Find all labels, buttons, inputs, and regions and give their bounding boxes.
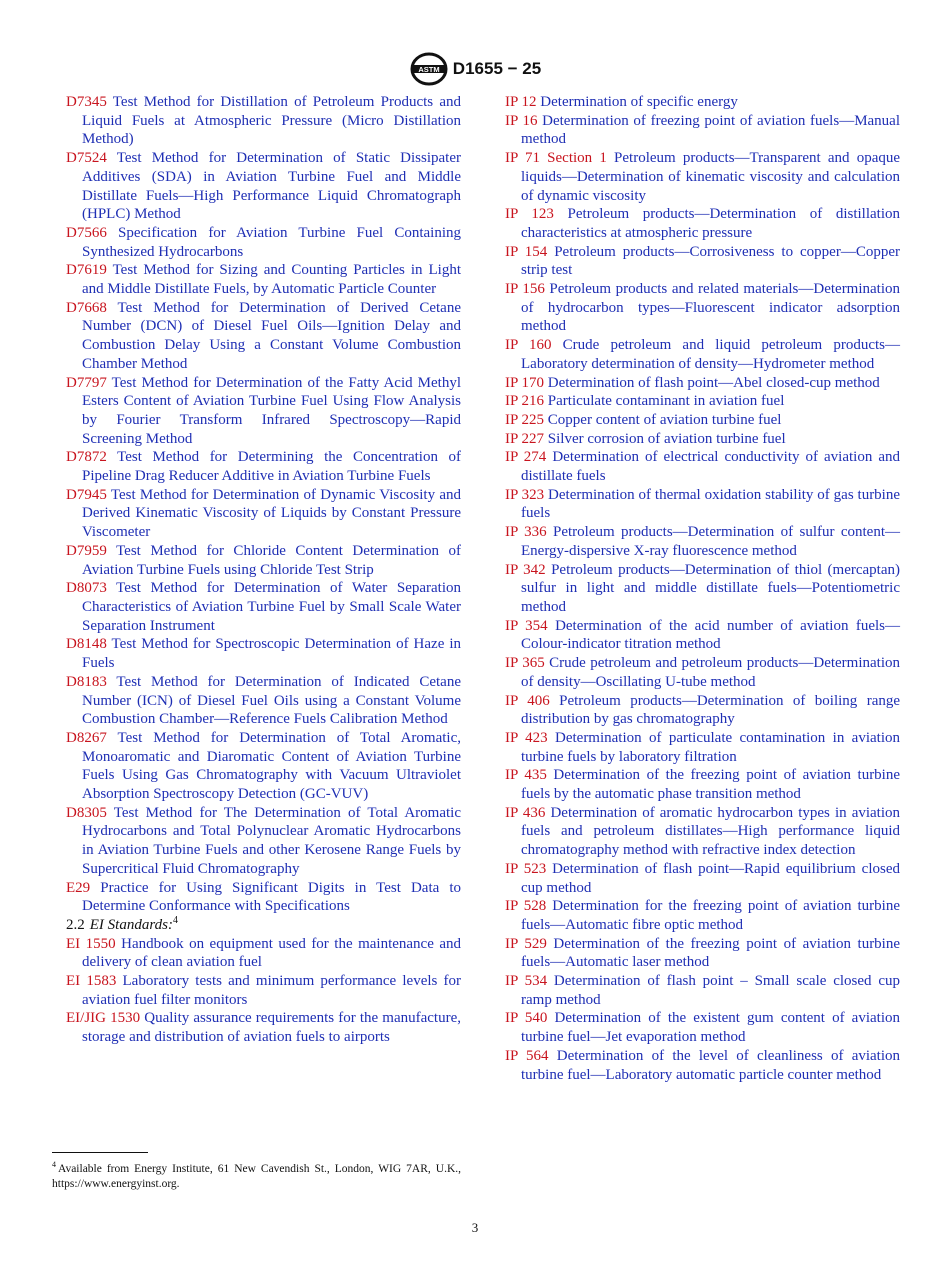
reference-code-link[interactable]: IP 160 [505, 337, 552, 354]
reference-entry [66, 93, 461, 149]
reference-code-link[interactable]: IP 227 [505, 430, 545, 447]
reference-entry [505, 860, 900, 897]
reference-entry [66, 673, 461, 729]
reference-code-link[interactable]: D7619 [66, 262, 107, 279]
reference-title-link[interactable]: Test Method for Chloride Content Determination of Aviation Turbine Fuels using Chloride Test Strip [82, 542, 461, 578]
reference-entry [505, 523, 900, 560]
reference-title-link[interactable]: Petroleum products—Determination of boiling range distribution by gas chromatography [521, 692, 901, 728]
reference-code-link[interactable]: D8267 [66, 729, 107, 746]
footnote-mark: 4 [52, 1160, 56, 1170]
reference-code-link[interactable]: IP 156 [505, 281, 545, 298]
reference-entry [505, 112, 900, 149]
reference-code-link[interactable]: EI 1583 [66, 973, 117, 990]
reference-code-link[interactable]: D8305 [66, 804, 107, 821]
reference-title-link[interactable]: Test Method for Determining the Concentration of Pipeline Drag Reducer Additive in Aviation Turbine Fuels [82, 449, 462, 485]
left-reference-list [66, 93, 461, 916]
reference-title-link[interactable]: Determination of the level of cleanliness of aviation turbine fuel—Laboratory automatic particle counter method [521, 1047, 901, 1083]
section-title: EI Standards: [89, 916, 173, 933]
reference-title-link[interactable]: Crude petroleum and petroleum products—Determination of density—Oscillating U-tube method [521, 655, 901, 690]
reference-title-link[interactable]: Determination of aromatic hydrocarbon types in aviation fuels and petroleum distillates—High performance liquid chromatography method with refractive index detection [521, 804, 901, 859]
reference-title-link[interactable]: Determination of the freezing point of aviation turbine fuels by the automatic phase transition method [521, 767, 901, 803]
reference-code-link[interactable]: IP 154 [505, 243, 548, 260]
reference-entry [505, 935, 900, 972]
reference-title-link[interactable]: Petroleum products—Determination of thiol (mercaptan) sulfur in light and middle distillate fuels—Potentiometric method [521, 561, 901, 615]
reference-title-link[interactable]: Petroleum products—Determination of distillation characteristics at atmospheric pressure [521, 206, 901, 241]
reference-title-link[interactable]: Test Method for Determination of Water Separation Characteristics of Aviation Turbine Fuel by Small Scale Water Separation Instrument [82, 580, 461, 634]
reference-code-link[interactable]: D7345 [66, 94, 107, 110]
reference-entry [66, 149, 461, 224]
reference-code-link[interactable]: D8148 [66, 636, 107, 653]
reference-title-link[interactable]: Petroleum products—Determination of sulfur content—Energy-dispersive X-ray fluorescence method [521, 524, 901, 559]
reference-entry [505, 149, 900, 205]
reference-code-link[interactable]: D7872 [66, 449, 107, 466]
reference-title-link[interactable]: Quality assurance requirements for the manufacture, storage and distribution of aviation fuels to airports [82, 1010, 461, 1046]
reference-entry [505, 617, 900, 654]
reference-title-link[interactable]: Determination of the existent gum content of aviation turbine fuel—Jet evaporation method [521, 1010, 900, 1046]
reference-title-link[interactable]: Determination of the freezing point of aviation turbine fuels—Automatic laser method [521, 935, 901, 971]
reference-code-link[interactable]: IP 225 [505, 411, 545, 428]
reference-code-link[interactable]: IP 274 [505, 449, 547, 466]
reference-entry [66, 486, 461, 542]
reference-entry [66, 299, 461, 374]
reference-title-link[interactable]: Crude petroleum and liquid petroleum products—Laboratory determination of density—Hydrometer method [521, 337, 901, 372]
section-2-2-heading [66, 916, 461, 935]
svg-text:ASTM: ASTM [418, 65, 440, 74]
reference-title-link[interactable]: Petroleum products—Transparent and opaque liquids—Determination of kinematic viscosity and calculation of dynamic viscosity [521, 150, 901, 204]
reference-entry [505, 374, 900, 393]
footnote-reference: 4 [172, 914, 178, 926]
reference-code-link[interactable]: IP 16 [505, 112, 538, 129]
reference-code-link[interactable]: IP 365 [505, 655, 545, 672]
reference-title-link[interactable]: Particulate contaminant in aviation fuel [547, 393, 785, 410]
reference-entry [505, 692, 900, 729]
reference-entry [505, 897, 900, 934]
reference-title-link[interactable]: Test Method for Distillation of Petroleum Products and Liquid Fuels at Atmospheric Pressure (Micro Distillation Method) [82, 94, 461, 148]
reference-title-link[interactable]: Determination of thermal oxidation stability of gas turbine fuels [521, 486, 901, 522]
reference-code-link[interactable]: IP 423 [505, 729, 548, 746]
reference-title-link[interactable]: Test Method for Spectroscopic Determination of Haze in Fuels [82, 636, 461, 672]
reference-code-link[interactable]: D8073 [66, 580, 107, 597]
reference-title-link[interactable]: Determination of the acid number of aviation fuels—Colour-indicator titration method [521, 617, 901, 653]
reference-entry [505, 1047, 900, 1084]
reference-code-link[interactable]: D7797 [66, 374, 107, 391]
reference-code-link[interactable]: IP 406 [505, 692, 550, 709]
reference-entry [66, 972, 461, 1009]
footnote-text: Available from Energy Institute, 61 New Cavendish St., London, WIG 7AR, U.K., https://www.energyinst.org. [52, 1163, 461, 1190]
reference-title-link[interactable]: Determination for the freezing point of aviation turbine fuels—Automatic fibre optic method [521, 898, 900, 933]
footnote [52, 1162, 461, 1192]
reference-entry [505, 561, 900, 617]
reference-entry [66, 935, 461, 972]
reference-entry [505, 430, 900, 449]
astm-logo [409, 52, 449, 86]
reference-entry [505, 804, 900, 860]
reference-entry [505, 280, 900, 336]
reference-entry [66, 579, 461, 635]
reference-entry [505, 336, 900, 373]
reference-code-link[interactable]: IP 534 [505, 973, 548, 990]
ip-reference-list [505, 93, 900, 1084]
reference-code-link[interactable]: IP 170 [505, 374, 545, 391]
reference-title-link[interactable]: Silver corrosion of aviation turbine fuel [547, 430, 786, 447]
reference-code-link[interactable]: D8183 [66, 673, 107, 690]
reference-title-link[interactable]: Petroleum products—Corrosiveness to copper—Copper strip test [521, 243, 900, 279]
reference-entry [505, 972, 900, 1009]
reference-entry [505, 411, 900, 430]
reference-title-link[interactable]: Determination of flash point—Rapid equilibrium closed cup method [521, 860, 900, 896]
reference-entry [66, 542, 461, 579]
page-number: 3 [471, 1220, 479, 1235]
reference-code-link[interactable]: IP 528 [505, 898, 547, 915]
reference-entry [505, 1009, 900, 1046]
reference-title-link[interactable]: Test Method for The Determination of Total Aromatic Hydrocarbons and Total Polynuclear Aromatic Hydrocarbons in Aviation Turbine Fuels and other Kerosene Range Fuels by Supercritical Fluid Chromatography [82, 804, 461, 877]
reference-code-link[interactable]: IP 123 [505, 206, 554, 223]
reference-title-link[interactable]: Laboratory tests and minimum performance levels for aviation fuel filter monitors [82, 973, 462, 1008]
reference-code-link[interactable]: D7566 [66, 224, 107, 241]
reference-entry [66, 635, 461, 672]
reference-code-link[interactable]: IP 323 [505, 486, 545, 503]
reference-title-link[interactable]: Practice for Using Significant Digits in Test Data to Determine Conformance with Specifications [82, 879, 461, 915]
reference-code-link[interactable]: IP 436 [505, 804, 546, 821]
reference-entry [505, 448, 900, 485]
reference-entry [505, 486, 900, 523]
right-column [505, 93, 900, 1084]
reference-code-link[interactable]: IP 354 [505, 617, 548, 634]
reference-entry [505, 243, 900, 280]
reference-entry [66, 224, 461, 261]
reference-title-link[interactable]: Test Method for Sizing and Counting Particles in Light and Middle Distillate Fuels, by Automatic Particle Counter [82, 262, 461, 298]
reference-title-link[interactable]: Determination of flash point – Small scale closed cup ramp method [521, 973, 900, 1008]
reference-title-link[interactable]: Determination of electrical conductivity of aviation and distillate fuels [521, 449, 901, 485]
reference-title-link[interactable]: Determination of particulate contamination in aviation turbine fuels by laboratory filtration [521, 729, 900, 765]
reference-code-link[interactable]: IP 71 Section 1 [505, 150, 607, 167]
reference-code-link[interactable]: D7959 [66, 542, 107, 559]
reference-entry [505, 392, 900, 411]
reference-title-link[interactable]: Determination of freezing point of aviation fuels—Manual method [521, 112, 901, 148]
reference-code-link[interactable]: EI/JIG 1530 [66, 1010, 141, 1027]
reference-entry [505, 205, 900, 242]
reference-entry [505, 93, 900, 112]
ei-reference-list [66, 935, 461, 1047]
reference-entry [66, 729, 461, 804]
reference-code-link[interactable]: D7524 [66, 150, 107, 167]
section-number: 2.2 [66, 916, 85, 933]
document-id: D1655 − 25 [452, 59, 542, 78]
reference-code-link[interactable]: IP 540 [505, 1010, 548, 1027]
reference-code-link[interactable]: IP 529 [505, 935, 547, 952]
reference-entry [66, 261, 461, 298]
reference-entry [66, 448, 461, 485]
reference-code-link[interactable]: D7668 [66, 299, 107, 316]
reference-entry [505, 729, 900, 766]
reference-code-link[interactable]: E29 [66, 879, 91, 896]
reference-code-link[interactable]: IP 435 [505, 767, 547, 784]
reference-entry [66, 879, 461, 916]
reference-title-link[interactable]: Petroleum products and related materials—Determination of hydrocarbon types—Fluorescent indicator adsorption method [521, 281, 901, 335]
reference-entry [66, 374, 461, 449]
reference-code-link[interactable]: IP 342 [505, 561, 546, 578]
reference-code-link[interactable]: IP 564 [505, 1047, 549, 1064]
reference-entry [66, 804, 461, 879]
reference-code-link[interactable]: EI 1550 [66, 935, 116, 952]
reference-title-link[interactable]: Test Method for Determination of Indicated Cetane Number (ICN) of Diesel Fuel Oils using a Constant Volume Combustion Chamber—Reference Fuels Calibration Method [82, 673, 461, 728]
reference-code-link[interactable]: IP 12 [505, 94, 537, 110]
reference-code-link[interactable]: D7945 [66, 486, 107, 503]
footnote-divider [52, 1152, 148, 1153]
reference-code-link[interactable]: IP 216 [505, 393, 545, 410]
reference-title-link[interactable]: Determination of flash point—Abel closed-cup method [547, 374, 880, 391]
reference-title-link[interactable]: Test Method for Determination of the Fatty Acid Methyl Esters Content of Aviation Turbine Fuel Using Flow Analysis by Fourier Transform Infrared Spectroscopy—Rapid Screening Method [82, 374, 461, 447]
reference-title-link[interactable]: Test Method for Determination of Total Aromatic, Monoaromatic and Diaromatic Content of Aviation Turbine Fuels Using Gas Chromatography with Vacuum Ultraviolet Absorption Spectroscopy Detection (GC-VUV) [82, 729, 461, 803]
left-column [66, 93, 461, 1047]
reference-code-link[interactable]: IP 523 [505, 860, 547, 877]
reference-code-link[interactable]: IP 336 [505, 524, 547, 541]
reference-entry [505, 654, 900, 691]
page-header [0, 52, 950, 86]
reference-title-link[interactable]: Copper content of aviation turbine fuel [547, 411, 782, 428]
reference-title-link[interactable]: Test Method for Determination of Static Dissipater Additives (SDA) in Aviation Turbine Fuel and Middle Distillate Fuels—High Performance Liquid Chromatograph (HPLC) Method [82, 150, 462, 223]
reference-entry [66, 1009, 461, 1046]
reference-title-link[interactable]: Handbook on equipment used for the maintenance and delivery of clean aviation fuel [82, 935, 461, 971]
reference-title-link[interactable]: Test Method for Determination of Derived Cetane Number (DCN) of Diesel Fuel Oils—Ignition Delay and Combustion Delay Using a Constant Volume Combustion Chamber Method [82, 299, 461, 372]
reference-title-link[interactable]: Specification for Aviation Turbine Fuel Containing Synthesized Hydrocarbons [82, 224, 462, 260]
reference-title-link[interactable]: Determination of specific energy [540, 94, 738, 110]
reference-title-link[interactable]: Test Method for Determination of Dynamic Viscosity and Derived Kinematic Viscosity of Liquids by Constant Pressure Viscometer [82, 486, 462, 541]
reference-entry [505, 766, 900, 803]
